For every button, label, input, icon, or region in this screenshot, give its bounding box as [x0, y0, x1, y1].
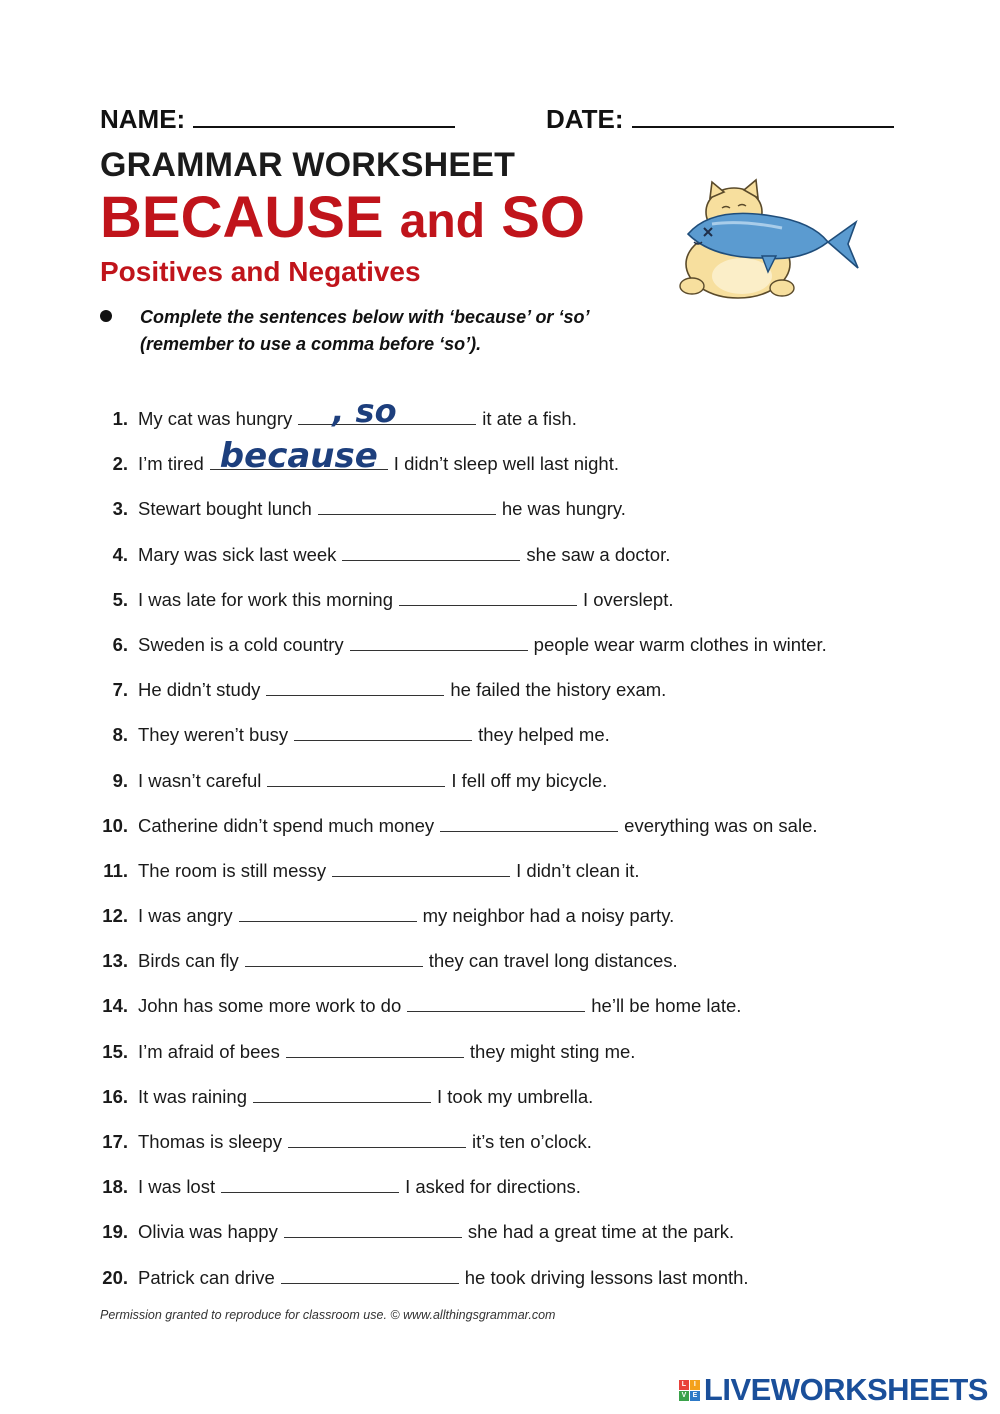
answer-blank[interactable]	[239, 899, 417, 922]
answer-blank[interactable]	[286, 1035, 464, 1058]
permission-footer: Permission granted to reproduce for classroom use. © www.allthingsgrammar.com	[100, 1308, 556, 1322]
item-number: 2.	[112, 453, 128, 475]
name-field[interactable]	[100, 102, 455, 135]
sentence-item	[96, 1123, 956, 1168]
item-number: 17.	[102, 1131, 128, 1152]
item-number: 18.	[102, 1176, 128, 1198]
liveworksheets-brand	[679, 1372, 988, 1408]
title-word-and: and	[399, 195, 486, 248]
worksheet-kicker: GRAMMAR WORKSHEET	[100, 146, 516, 184]
sentence-item	[96, 1033, 956, 1078]
title-word-so: SO	[501, 185, 586, 250]
sentence-item	[96, 942, 956, 987]
sentence-start: I was lost	[138, 1176, 216, 1198]
sentence-item	[96, 581, 956, 626]
sentence-end: he failed the history exam.	[450, 679, 667, 701]
instruction	[100, 304, 660, 358]
item-number: 15.	[102, 1040, 128, 1062]
sentence-item	[96, 490, 956, 535]
sentence-end: I took my umbrella.	[437, 1085, 594, 1107]
sentence-item	[96, 1078, 956, 1123]
bullet-icon	[100, 310, 112, 322]
sentence-item	[96, 716, 956, 761]
brand-name: LIVEWORKSHEETS	[703, 1372, 988, 1407]
sentence-end: she saw a doctor.	[526, 543, 671, 565]
item-number: 10.	[102, 814, 128, 836]
item-number: 12.	[102, 905, 128, 927]
sentence-start: I was late for work this morning	[138, 588, 393, 610]
sentence-item	[96, 436, 956, 490]
sentence-start: Olivia was happy	[138, 1221, 278, 1243]
logo-tile: L	[679, 1380, 689, 1390]
item-number: 7.	[112, 679, 128, 701]
sentence-item	[96, 1168, 956, 1213]
handwritten-answer: , so	[332, 392, 397, 430]
name-blank[interactable]	[193, 102, 455, 128]
name-label: NAME:	[100, 104, 186, 134]
sentence-start: Mary was sick last week	[138, 543, 337, 565]
page-title	[100, 184, 585, 251]
item-number: 8.	[112, 724, 128, 746]
item-number: 14.	[102, 995, 128, 1017]
sentence-item	[96, 1259, 956, 1304]
sentence-end: everything was on sale.	[624, 814, 818, 836]
sentence-end: people wear warm clothes in winter.	[533, 633, 827, 655]
sentence-end: I fell off my bicycle.	[451, 769, 608, 791]
sentence-end: he was hungry.	[501, 498, 626, 520]
sentence-item	[96, 897, 956, 942]
logo-tile: V	[679, 1391, 689, 1401]
liveworksheets-logo-icon	[679, 1380, 700, 1401]
answer-blank[interactable]	[221, 1170, 399, 1193]
instruction-text	[140, 304, 660, 358]
item-number: 1.	[112, 408, 128, 429]
item-number: 19.	[102, 1221, 128, 1243]
sentence-end: my neighbor had a noisy party.	[422, 905, 675, 927]
sentence-start: Stewart bought lunch	[138, 498, 312, 520]
instruction-line-2: (remember to use a comma before ‘so’).	[140, 334, 482, 354]
sentence-item	[96, 1213, 956, 1258]
answer-blank[interactable]	[266, 673, 444, 696]
date-blank[interactable]	[632, 102, 894, 128]
sentence-start: It was raining	[138, 1085, 247, 1107]
sentence-end: he’ll be home late.	[591, 995, 742, 1017]
item-number: 13.	[102, 950, 128, 972]
sentence-start: My cat was hungry	[138, 408, 293, 429]
answer-blank[interactable]	[318, 492, 496, 515]
sentence-list	[96, 392, 956, 1304]
page-subtitle: Positives and Negatives	[100, 256, 421, 287]
sentence-end: they helped me.	[478, 724, 610, 746]
answer-blank[interactable]	[253, 1080, 431, 1103]
handwritten-answer: because	[219, 436, 378, 477]
answer-blank[interactable]	[440, 809, 618, 832]
item-number: 5.	[112, 588, 128, 610]
sentence-start: Sweden is a cold country	[138, 633, 344, 655]
sentence-start: Birds can fly	[138, 950, 239, 972]
date-field[interactable]	[546, 102, 894, 135]
cat-with-fish-illustration	[672, 176, 862, 304]
sentence-start: Catherine didn’t spend much money	[138, 814, 435, 836]
sentence-item	[96, 762, 956, 807]
answer-blank[interactable]	[399, 583, 577, 606]
answer-blank[interactable]	[281, 1261, 459, 1284]
sentence-end: they can travel long distances.	[428, 950, 678, 972]
sentence-start: I wasn’t careful	[138, 769, 262, 791]
sentence-item	[96, 626, 956, 671]
answer-blank[interactable]	[332, 854, 510, 877]
item-number: 11.	[103, 859, 128, 881]
sentence-start: He didn’t study	[138, 679, 261, 701]
sentence-end: I didn’t clean it.	[516, 859, 640, 881]
sentence-start: Thomas is sleepy	[138, 1131, 282, 1152]
sentence-item	[96, 671, 956, 716]
instruction-line-1: Complete the sentences below with ‘because’ or ‘so’	[140, 307, 590, 327]
logo-tile: E	[690, 1391, 700, 1401]
sentence-start: I was angry	[138, 905, 233, 927]
sentence-end: I overslept.	[582, 588, 674, 610]
item-number: 3.	[112, 498, 128, 520]
answer-blank[interactable]	[294, 718, 472, 741]
sentence-end: it’s ten o’clock.	[471, 1131, 592, 1152]
sentence-end: I didn’t sleep well last night.	[393, 453, 620, 475]
sentence-item	[96, 852, 956, 897]
sentence-end: I asked for directions.	[405, 1176, 581, 1198]
sentence-end: she had a great time at the park.	[467, 1221, 735, 1243]
answer-blank[interactable]	[350, 628, 528, 651]
item-number: 6.	[112, 633, 128, 655]
title-word-because: BECAUSE	[100, 185, 384, 250]
answer-blank[interactable]	[407, 989, 585, 1012]
sentence-start: I’m tired	[138, 453, 204, 475]
answer-blank[interactable]	[245, 944, 423, 967]
answer-blank[interactable]	[284, 1215, 462, 1238]
sentence-item	[96, 987, 956, 1032]
sentence-start: I’m afraid of bees	[138, 1040, 280, 1062]
sentence-start: Patrick can drive	[138, 1266, 275, 1288]
date-label: DATE:	[546, 104, 624, 134]
sentence-start: The room is still messy	[138, 859, 327, 881]
logo-tile: I	[690, 1380, 700, 1390]
item-number: 20.	[102, 1266, 128, 1288]
item-number: 4.	[112, 543, 128, 565]
answer-blank[interactable]	[298, 392, 476, 430]
item-number: 16.	[102, 1085, 128, 1107]
answer-blank[interactable]	[342, 538, 520, 561]
answer-blank[interactable]	[267, 764, 445, 787]
sentence-end: it ate a fish.	[482, 408, 577, 429]
sentence-item	[96, 536, 956, 581]
answer-blank[interactable]	[288, 1125, 466, 1148]
sentence-end: they might sting me.	[469, 1040, 636, 1062]
item-number: 9.	[112, 769, 128, 791]
sentence-start: John has some more work to do	[138, 995, 402, 1017]
sentence-end: he took driving lessons last month.	[464, 1266, 749, 1288]
sentence-item	[96, 807, 956, 852]
sentence-start: They weren’t busy	[138, 724, 289, 746]
answer-blank[interactable]	[210, 436, 388, 477]
